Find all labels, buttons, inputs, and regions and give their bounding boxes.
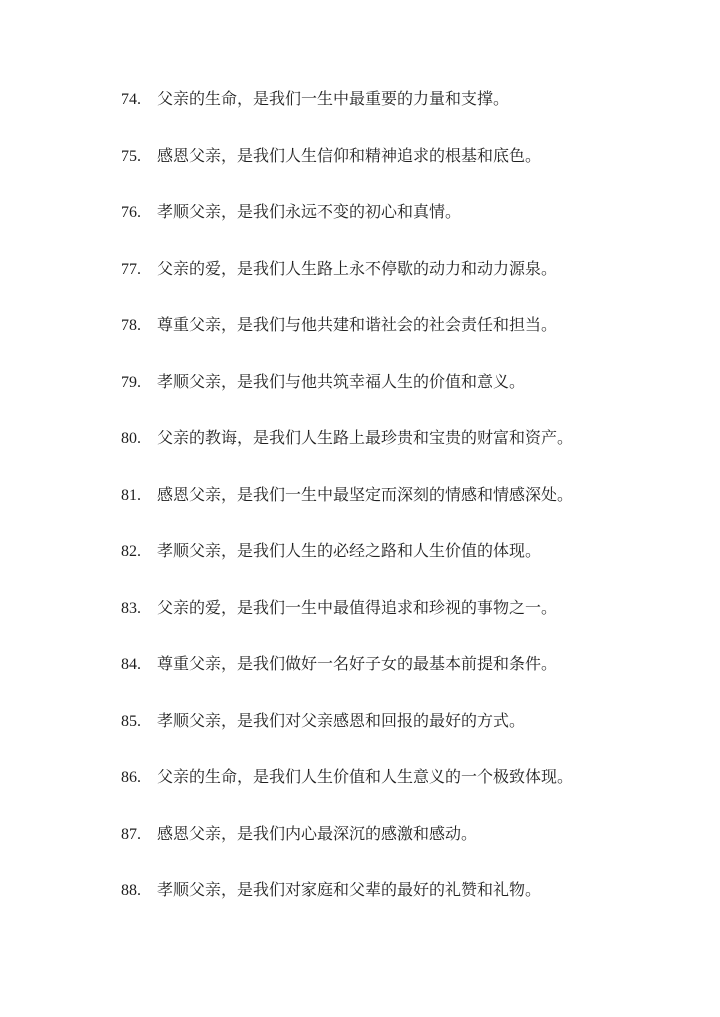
list-item [121, 594, 681, 651]
item-text: 孝顺父亲，是我们对家庭和父辈的最好的礼赞和礼物。 [157, 880, 542, 899]
item-number: 77. [121, 260, 141, 278]
item-number: 83. [121, 599, 141, 617]
item-number: 76. [121, 204, 141, 221]
list-item [121, 481, 681, 538]
list-item [121, 85, 681, 142]
list-item [121, 650, 681, 707]
item-text: 感恩父亲，是我们一生中最坚定而深刻的情感和情感深处。 [157, 484, 574, 504]
item-text: 父亲的爱，是我们一生中最值得追求和珍视的事物之一。 [157, 597, 558, 617]
item-text: 父亲的生命，是我们一生中最重要的力量和支撑。 [157, 89, 510, 108]
item-text: 父亲的爱，是我们人生路上永不停歇的动力和动力源泉。 [157, 258, 558, 278]
item-text: 孝顺父亲，是我们永远不变的初心和真情。 [157, 202, 462, 221]
list-item [121, 876, 681, 933]
item-text: 尊重父亲，是我们与他共建和谐社会的社会责任和担当。 [157, 315, 558, 334]
list-item [121, 255, 681, 312]
item-text: 孝顺父亲，是我们人生的必经之路和人生价值的体现。 [157, 541, 542, 560]
item-number: 74. [121, 91, 141, 108]
item-text: 尊重父亲，是我们做好一名好子女的最基本前提和条件。 [157, 654, 558, 673]
list-item [121, 707, 681, 764]
item-text: 父亲的生命，是我们人生价值和人生意义的一个极致体现。 [157, 767, 574, 786]
item-number: 84. [121, 656, 141, 673]
item-text: 孝顺父亲，是我们对父亲感恩和回报的最好的方式。 [157, 710, 526, 730]
item-number: 79. [121, 373, 141, 391]
numbered-list [121, 85, 681, 933]
list-item [121, 763, 681, 820]
list-item [121, 311, 681, 368]
item-text: 感恩父亲，是我们人生信仰和精神追求的根基和底色。 [157, 145, 542, 165]
item-number: 82. [121, 543, 141, 560]
list-item [121, 537, 681, 594]
list-item [121, 142, 681, 199]
item-text: 孝顺父亲，是我们与他共筑幸福人生的价值和意义。 [157, 371, 526, 391]
item-number: 88. [121, 882, 141, 899]
list-item [121, 820, 681, 877]
item-number: 87. [121, 825, 141, 843]
item-text: 父亲的教诲，是我们人生路上最珍贵和宝贵的财富和资产。 [157, 428, 574, 447]
item-number: 81. [121, 486, 141, 504]
item-number: 75. [121, 147, 141, 165]
item-number: 80. [121, 430, 141, 447]
list-item [121, 424, 681, 481]
list-item [121, 198, 681, 255]
item-number: 85. [121, 712, 141, 730]
item-text: 感恩父亲，是我们内心最深沉的感激和感动。 [157, 823, 478, 843]
item-number: 78. [121, 317, 141, 334]
list-item [121, 368, 681, 425]
item-number: 86. [121, 769, 141, 786]
